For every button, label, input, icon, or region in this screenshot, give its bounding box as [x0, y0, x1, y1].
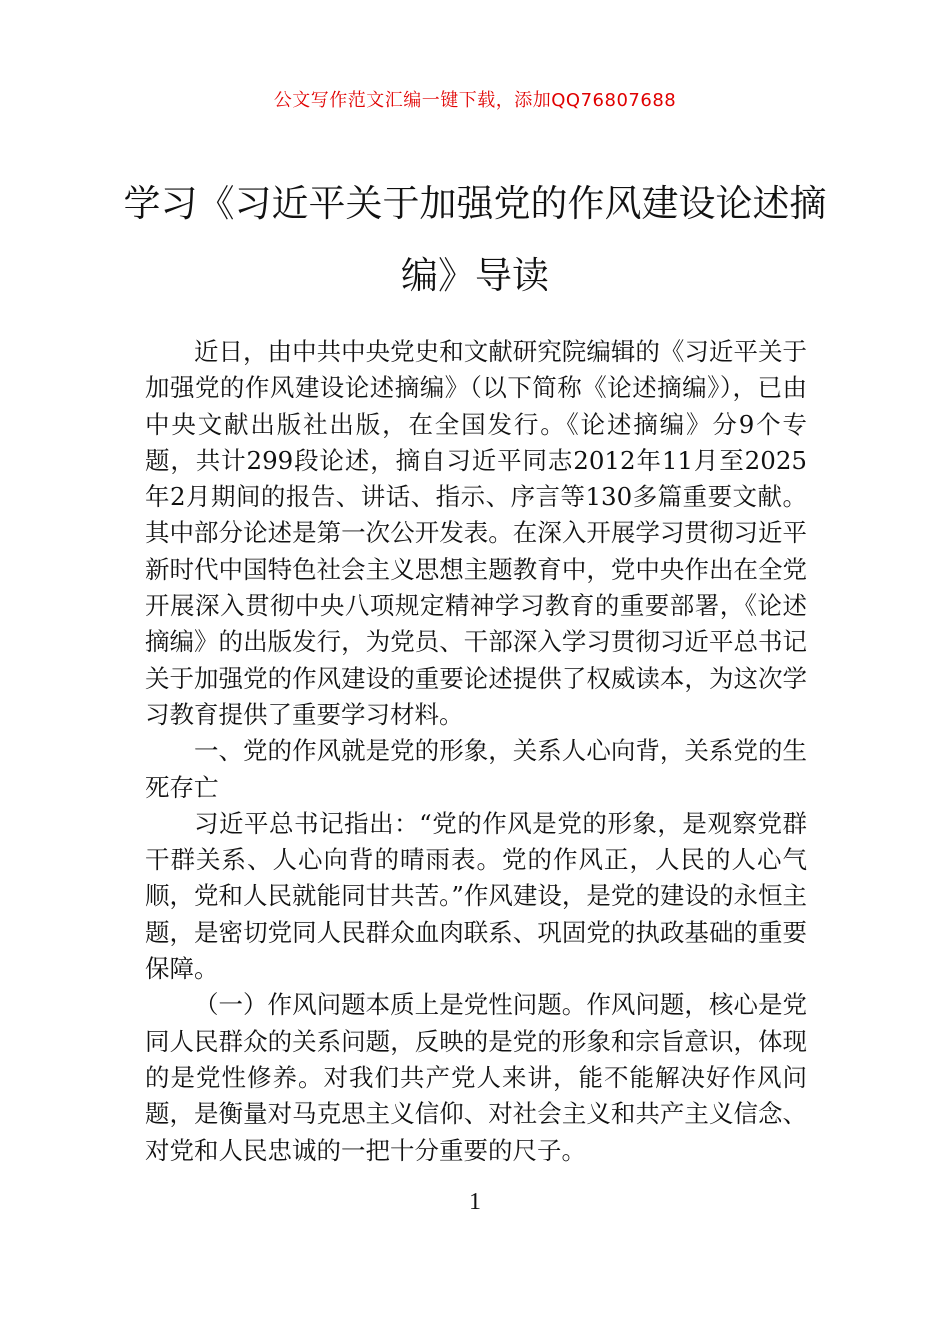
document-title: 学习《习近平关于加强党的作风建设论述摘编》导读 [123, 182, 827, 297]
quote-paragraph: 习近平总书记指出：“党的作风是党的形象，是观察党群干群关系、人心向背的晴雨表。党的作风正，人民的人心气顺，党和人民就能同甘共苦。”作风建设，是党的建设的永恒主题，是密切党同人民群众血肉联系、巩固党的执政基础的重要保障。 [145, 808, 807, 984]
document-body [145, 334, 807, 1169]
section-heading: 一、党的作风就是党的形象，关系人心向背，关系党的生死存亡 [145, 736, 807, 802]
download-banner-text: 公文写作范文汇编一键下载，添加QQ76807688 [273, 90, 677, 111]
page-number: 1 [469, 1189, 481, 1215]
subsection-paragraph: （一）作风问题本质上是党性问题。作风问题，核心是党同人民群众的关系问题，反映的是党的形象和宗旨意识，体现的是党性修养。对我们共产党人来讲，能不能解决好作风问题，是衡量对马克思主义信仰、对社会主义和共产主义信念、对党和人民忠诚的一把十分重要的尺子。 [145, 990, 807, 1165]
intro-paragraph: 近日，由中共中央党史和文献研究院编辑的《习近平关于加强党的作风建设论述摘编》（以下简称《论述摘编》），已由中央文献出版社出版，在全国发行。《论述摘编》分9个专题，共计299段论述，摘自习近平同志2012年11月至2025年2月期间的报告、讲话、指示、序言等130多篇重要文献。其中部分论述是第一次公开发表。在深入开展学习贯彻习近平新时代中国特色社会主义思想主题教育中，党中央作出在全党开展深入贯彻中央八项规定精神学习教育的重要部署，《论述摘编》的出版发行，为党员、干部深入学习贯彻习近平总书记关于加强党的作风建设的重要论述提供了权威读本，为这次学习教育提供了重要学习材料。 [145, 337, 807, 729]
